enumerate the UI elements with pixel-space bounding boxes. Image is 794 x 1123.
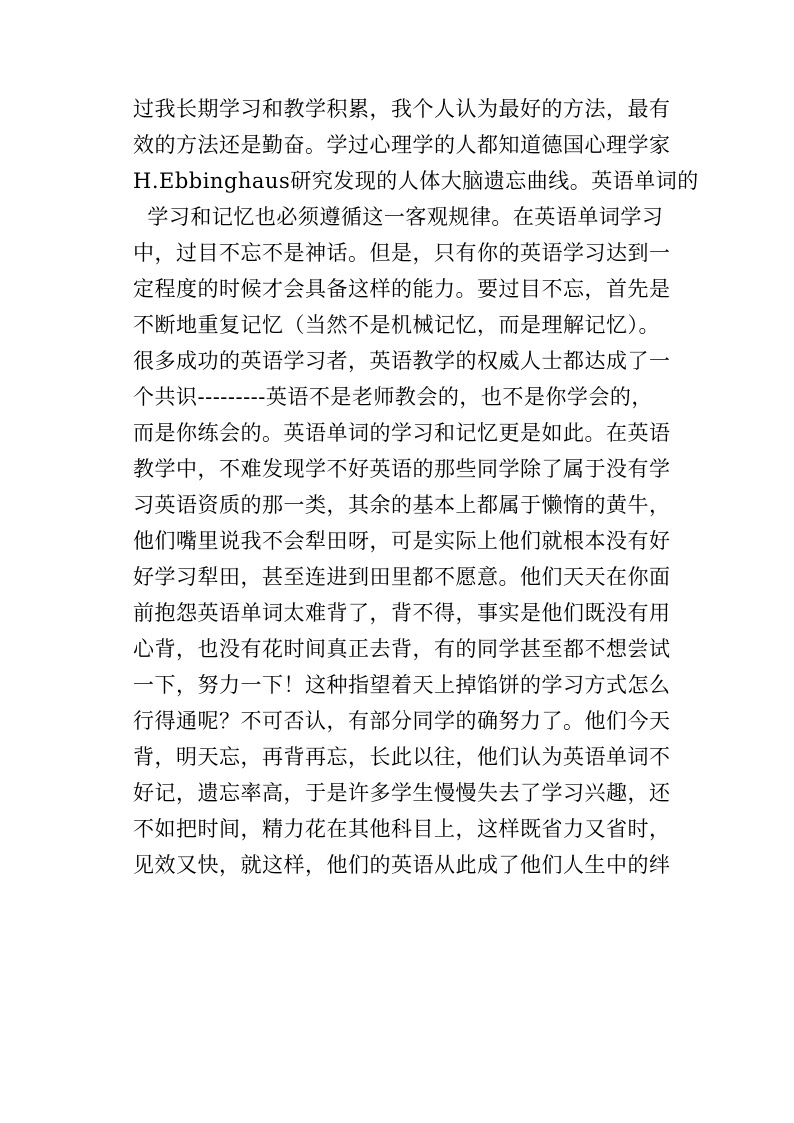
text-line: 个共识---------英语不是老师教会的，也不是你学会的， [133,385,653,409]
text-line: 而是你练会的。英语单词的学习和记忆更是如此。在英语 [133,421,671,445]
text-line: 一下，努力一下！这种指望着天上掉馅饼的学习方式怎么 [133,673,671,697]
text-line: 不如把时间，精力花在其他科目上，这样既省力又省时， [133,817,671,841]
text-line: 好学习犁田，甚至连进到田里都不愿意。他们天天在你面 [133,565,671,589]
text-line: 心背，也没有花时间真正去背，有的同学甚至都不想尝试 [133,637,671,661]
text-line: 习英语资质的那一类，其余的基本上都属于懒惰的黄牛， [133,493,671,517]
text-line: 中，过目不忘不是神话。但是，只有你的英语学习达到一 [133,241,671,265]
text-line: 教学中，不难发现学不好英语的那些同学除了属于没有学 [133,457,671,481]
text-line: 不断地重复记忆（当然不是机械记忆，而是理解记忆）。 [133,313,660,337]
text-line: H.Ebbinghaus研究发现的人体大脑遗忘曲线。英语单词的 [133,169,699,193]
text-line: 很多成功的英语学习者，英语教学的权威人士都达成了一 [133,349,671,373]
text-line: 见效又快，就这样，他们的英语从此成了他们人生中的绊 [133,853,671,877]
text-line: 他们嘴里说我不会犁田呀，可是实际上他们就根本没有好 [133,529,671,553]
text-line: 行得通呢？不可否认，有部分同学的确努力了。他们今天 [133,709,671,733]
text-line: 学习和记忆也必须遵循这一客观规律。在英语单词学习 [133,205,664,229]
text-line: 效的方法还是勤奋。学过心理学的人都知道德国心理学家 [133,133,671,157]
text-line: 好记，遗忘率高，于是许多学生慢慢失去了学习兴趣，还 [133,781,671,805]
text-line: 过我长期学习和教学积累，我个人认为最好的方法，最有 [133,97,671,121]
text-line: 定程度的时候才会具备这样的能力。要过目不忘，首先是 [133,277,671,301]
text-line: 背，明天忘，再背再忘，长此以往，他们认为英语单词不 [133,745,671,769]
text-line: 前抱怨英语单词太难背了，背不得，事实是他们既没有用 [133,601,671,625]
body-paragraph [133,91,699,883]
